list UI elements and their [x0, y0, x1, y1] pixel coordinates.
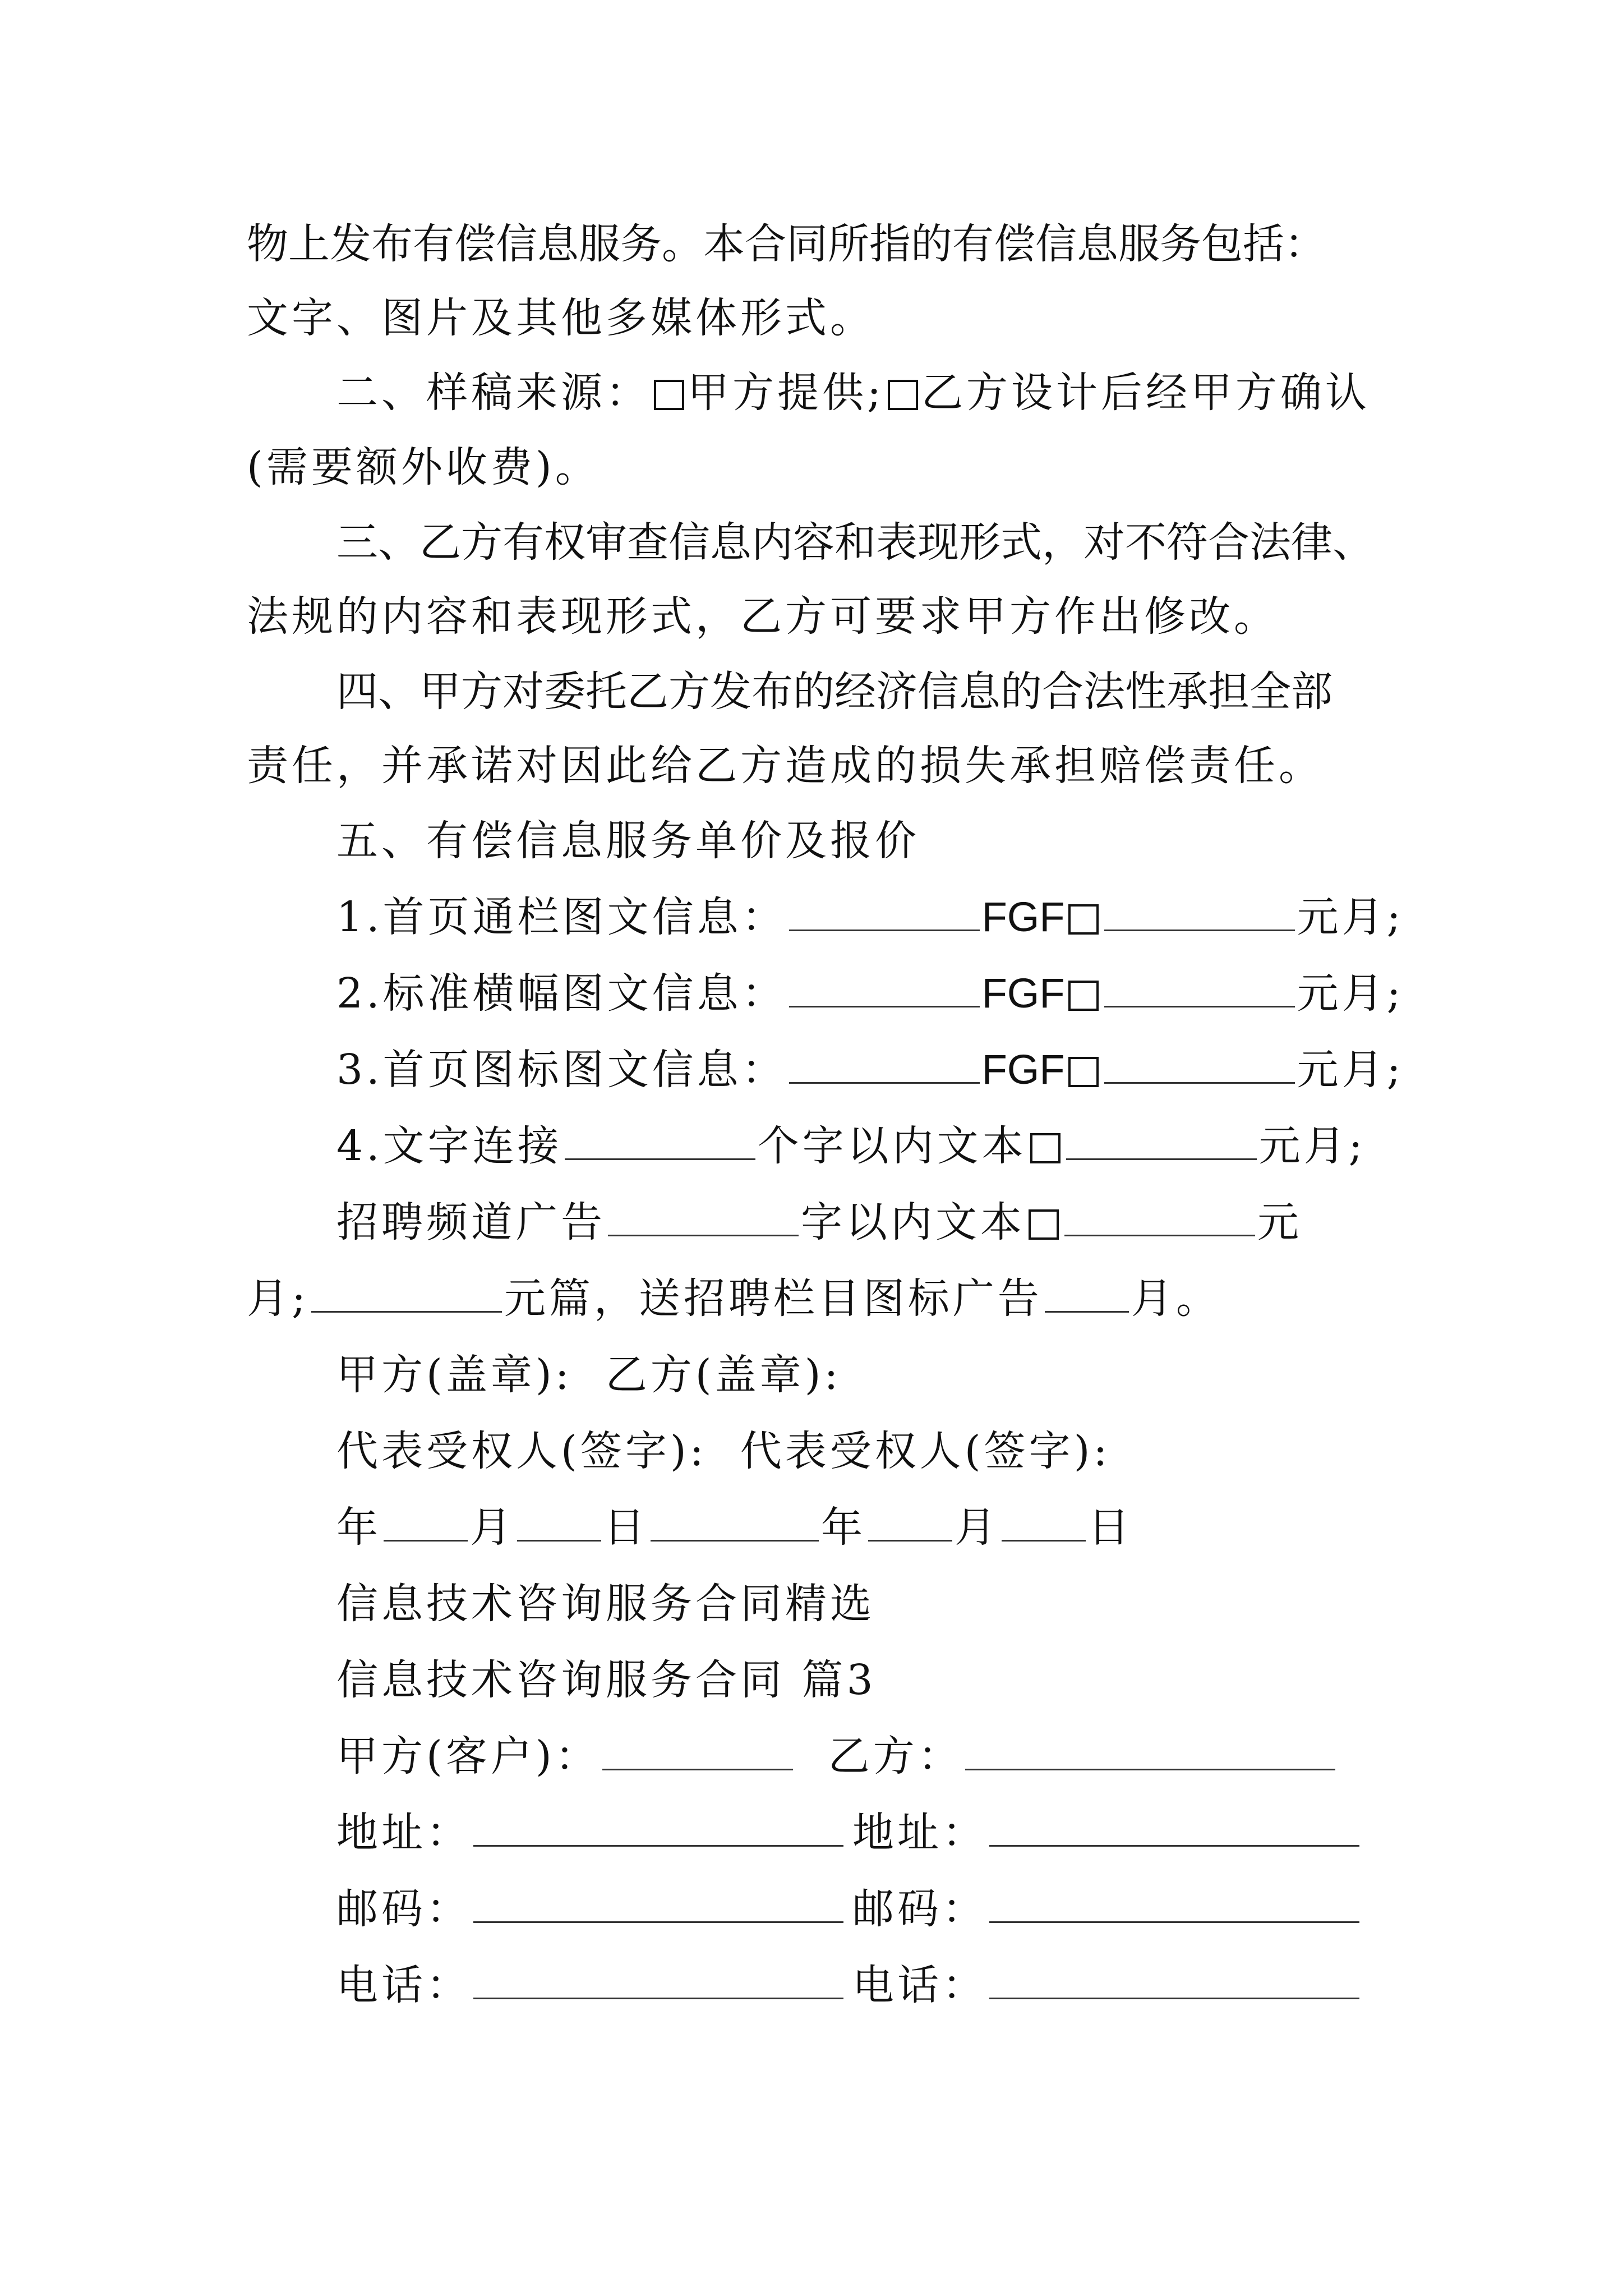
text-span: 文字、图片及其他多媒体形式。 — [247, 294, 875, 342]
text-span: 字以内文本 — [801, 1198, 1025, 1246]
text-span: 月; — [247, 1274, 309, 1323]
checkbox[interactable] — [1068, 981, 1099, 1011]
checkbox[interactable] — [654, 380, 684, 410]
blank-field[interactable] — [868, 1501, 952, 1542]
sample-source-line — [336, 362, 1391, 424]
checkbox[interactable] — [1030, 1133, 1061, 1163]
recruit-line — [247, 1268, 1391, 1329]
blank-field[interactable] — [989, 1806, 1359, 1847]
party-a-seal-label: 甲方(盖章): — [336, 1351, 573, 1399]
text-span: 年 — [821, 1503, 866, 1552]
text-span: 五、有偿信息服务单价及报价 — [336, 817, 920, 865]
price-unit: 元月; — [1297, 893, 1404, 941]
text-span: 日 — [603, 1503, 648, 1552]
blank-field[interactable] — [1002, 1501, 1086, 1542]
text-span: 电话： — [852, 1961, 987, 2009]
blank-field[interactable] — [565, 1119, 755, 1160]
price-item — [336, 963, 1404, 1024]
text-span: 邮码： — [852, 1885, 987, 1933]
blank-field[interactable] — [989, 1958, 1359, 1999]
price-item-label: 3.首页图标图文信息： — [336, 1046, 787, 1094]
address-a — [336, 1802, 852, 1864]
blank-field[interactable] — [384, 1501, 468, 1542]
text-span: 月 — [470, 1503, 515, 1552]
text-span: 年 — [336, 1503, 381, 1552]
client-label: 甲方(客户)： — [336, 1732, 600, 1780]
blank-field[interactable] — [651, 1501, 819, 1542]
text-span: 4.文字连接 — [336, 1122, 562, 1170]
date-line — [336, 1497, 1391, 1558]
blank-field[interactable] — [473, 1882, 843, 1923]
price-code: FGF — [981, 1046, 1065, 1093]
party-b-seal-label: 乙方(盖章): — [605, 1351, 842, 1399]
text-span: 月。 — [1131, 1274, 1221, 1323]
paragraph-line — [247, 735, 1391, 797]
text-span: 乙方设计后经甲方确认 — [921, 369, 1370, 417]
rep-a-label: 代表受权人(签字): — [336, 1427, 707, 1475]
phone-a — [336, 1954, 852, 2016]
text-span: 物上发布有偿信息服务。本合同所指的有偿信息服务包括： — [247, 220, 1326, 268]
text-span: 地址： — [336, 1809, 471, 1857]
price-code: FGF — [981, 970, 1065, 1016]
heading — [336, 1649, 1391, 1711]
paragraph-line — [336, 512, 1391, 573]
blank-field[interactable] — [1066, 1119, 1257, 1160]
text-span: 地址： — [852, 1809, 987, 1857]
text-span: 甲方提供; — [688, 369, 884, 417]
rep-b-label: 代表受权人(签字): — [740, 1427, 1111, 1475]
section-heading — [336, 810, 1391, 872]
price-unit: 元月; — [1297, 969, 1404, 1018]
recruit-line — [336, 1191, 1391, 1253]
price-item — [336, 1115, 1391, 1177]
text-span: (需要额外收费)。 — [247, 443, 600, 491]
blank-field[interactable] — [989, 1882, 1359, 1923]
blank-field[interactable] — [789, 1043, 980, 1084]
text-span: 邮码： — [336, 1885, 471, 1933]
blank-field[interactable] — [517, 1501, 601, 1542]
text-span: 元月; — [1258, 1122, 1366, 1170]
paragraph-line — [247, 586, 1391, 647]
checkbox[interactable] — [1068, 904, 1099, 935]
text-span: 信息技术咨询服务合同精选 — [336, 1580, 875, 1628]
price-item-label: 1.首页通栏图文信息： — [336, 893, 787, 941]
blank-field[interactable] — [1104, 890, 1295, 931]
phone-line — [336, 1954, 1391, 2016]
checkbox[interactable] — [888, 380, 918, 410]
text-span: 元 — [1257, 1198, 1302, 1246]
text-span: 月 — [955, 1503, 999, 1552]
text-span: 招聘频道广告 — [336, 1198, 606, 1246]
blank-field[interactable] — [789, 967, 980, 1007]
blank-field[interactable] — [602, 1729, 793, 1770]
postcode-a — [336, 1878, 852, 1940]
price-code: FGF — [981, 894, 1065, 940]
blank-field[interactable] — [1104, 967, 1295, 1007]
blank-field[interactable] — [608, 1195, 799, 1236]
signature-line — [336, 1344, 1391, 1406]
checkbox[interactable] — [1068, 1057, 1099, 1087]
blank-field[interactable] — [1104, 1043, 1295, 1084]
text-span: 三、乙方有权审查信息内容和表现形式，对不符合法律、 — [336, 518, 1374, 567]
blank-field[interactable] — [1045, 1272, 1129, 1313]
text-span: 信息技术咨询服务合同 篇3 — [336, 1656, 877, 1704]
text-span: 二、样稿来源： — [336, 369, 651, 417]
text-span: 日 — [1088, 1503, 1133, 1552]
blank-field[interactable] — [311, 1272, 502, 1313]
signature-line — [336, 1420, 1391, 1482]
text-span: 个字以内文本 — [757, 1122, 1027, 1170]
price-item-label: 2.标准横幅图文信息： — [336, 969, 787, 1018]
text-span: 元篇，送招聘栏目图标广告 — [504, 1274, 1043, 1323]
blank-field[interactable] — [789, 890, 980, 931]
text-span: 法规的内容和表现形式，乙方可要求甲方作出修改。 — [247, 592, 1279, 641]
price-item — [336, 1039, 1404, 1101]
parties-line — [336, 1726, 1391, 1787]
checkbox[interactable] — [1029, 1209, 1059, 1240]
postcode-line — [336, 1878, 1391, 1940]
paragraph-line — [247, 436, 1391, 498]
paragraph-line — [247, 213, 1391, 275]
heading — [336, 1573, 1391, 1635]
price-unit: 元月; — [1297, 1046, 1404, 1094]
blank-field[interactable] — [1064, 1195, 1255, 1236]
text-span: 四、甲方对委托乙方发布的经济信息的合法性承担全部 — [336, 668, 1332, 716]
paragraph-line — [336, 661, 1391, 723]
address-line — [336, 1802, 1391, 1864]
paragraph-line — [247, 287, 1391, 349]
blank-field[interactable] — [473, 1958, 843, 1999]
blank-field[interactable] — [965, 1729, 1335, 1770]
blank-field[interactable] — [473, 1806, 843, 1847]
party-b-label: 乙方： — [828, 1732, 963, 1780]
text-span: 责任，并承诺对因此给乙方造成的损失承担赔偿责任。 — [247, 742, 1324, 790]
price-item — [336, 886, 1404, 948]
text-span: 电话： — [336, 1961, 471, 2009]
